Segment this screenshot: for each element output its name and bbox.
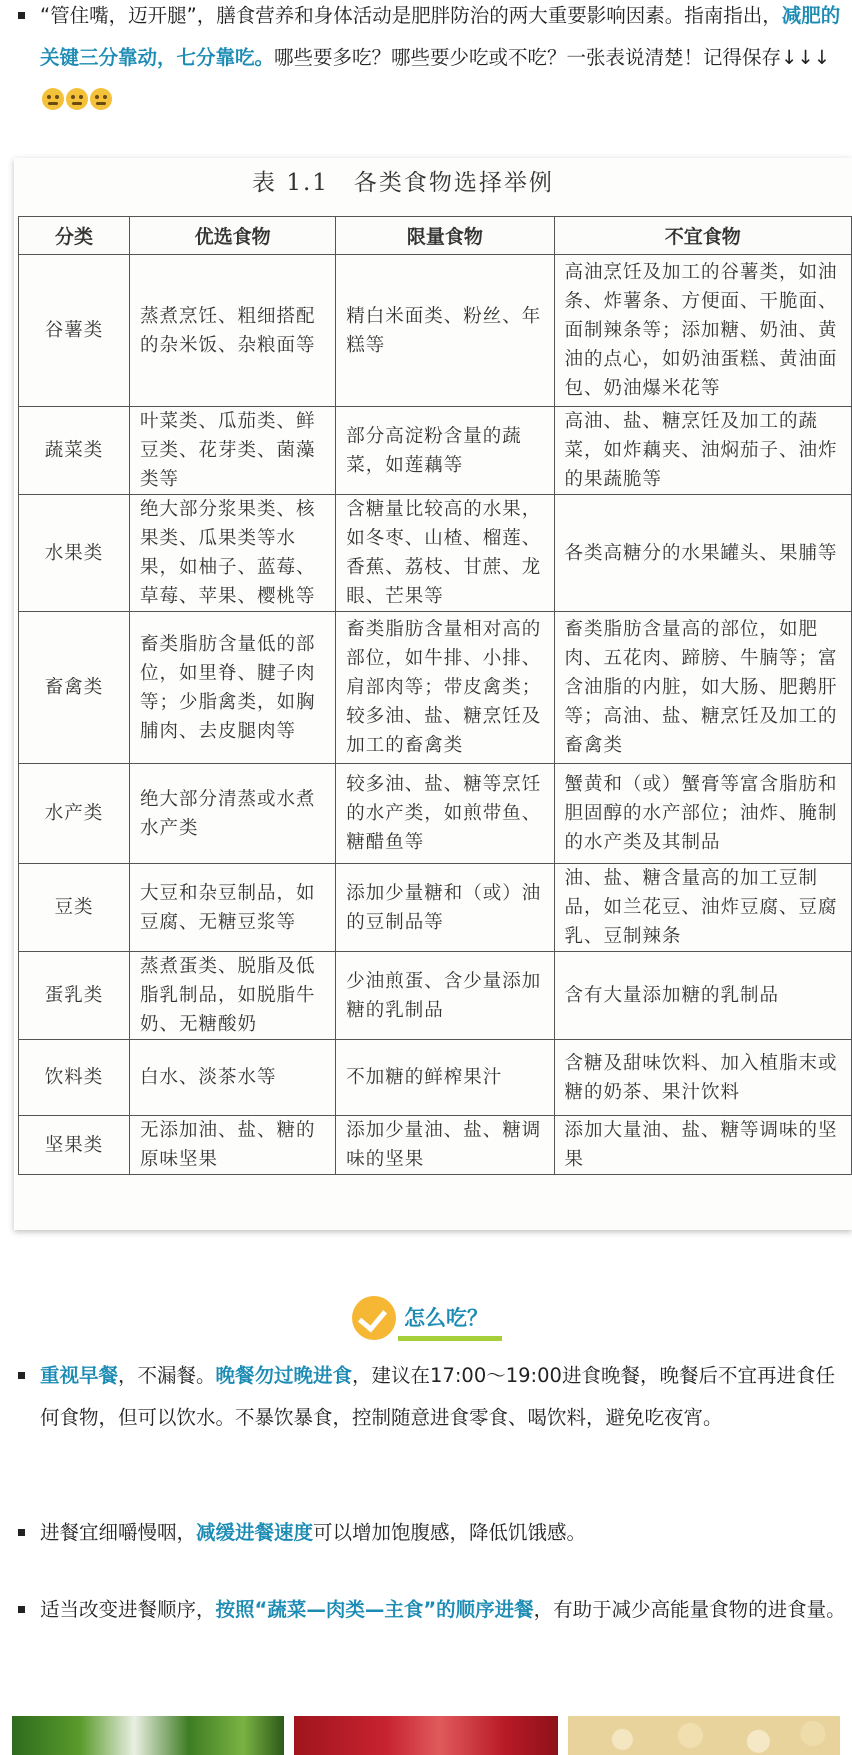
- tip-item: [0, 1589, 852, 1631]
- vegetables-photo: [12, 1716, 284, 1755]
- tip-highlight: 减缓进餐速度: [196, 1521, 314, 1544]
- food-selection-table-image: [14, 158, 852, 1230]
- bullet-marker: [18, 1372, 25, 1379]
- limited-cell: 较多油、盐、糖等烹饪的水产类，如煎带鱼、糖醋鱼等: [336, 764, 554, 864]
- table-row: [19, 952, 852, 1040]
- header-avoid: 不宜食物: [554, 217, 851, 255]
- avoid-cell: 蟹黄和（或）蟹膏等富含脂肪和胆固醇的水产部位；油炸、腌制的水产类及其制品: [554, 764, 851, 864]
- table-row: [19, 495, 852, 612]
- category-cell: 坚果类: [19, 1116, 130, 1175]
- header-preferred: 优选食物: [129, 217, 335, 255]
- avoid-cell: 畜类脂肪含量高的部位，如肥肉、五花肉、蹄膀、牛腩等；富含油脂的内脏，如大肠、肥鹅肝等；高油、盐、糖烹饪及加工的畜禽类: [554, 612, 851, 764]
- header-category: 分类: [19, 217, 130, 255]
- header-limited: 限量食物: [336, 217, 554, 255]
- category-cell: 豆类: [19, 864, 130, 952]
- limited-cell: 添加少量油、盐、糖调味的坚果: [336, 1116, 554, 1175]
- table-row: [19, 1040, 852, 1116]
- tip-text: 进餐宜细嚼慢咽，: [40, 1521, 197, 1544]
- preferred-cell: 蒸煮蛋类、脱脂及低脂乳制品，如脱脂牛奶、无糖酸奶: [129, 952, 335, 1040]
- limited-cell: 部分高淀粉含量的蔬菜，如莲藕等: [336, 407, 554, 495]
- bullet-marker: [18, 12, 25, 19]
- check-circle-icon: [352, 1296, 396, 1340]
- category-cell: 水产类: [19, 764, 130, 864]
- table-row: [19, 612, 852, 764]
- howto-title: 怎么吃？: [404, 1306, 488, 1330]
- avoid-cell: 油、盐、糖含量高的加工豆制品，如兰花豆、油炸豆腐、豆腐乳、豆制辣条: [554, 864, 851, 952]
- preferred-cell: 绝大部分浆果类、核果类、瓜果类等水果，如柚子、蓝莓、草莓、苹果、樱桃等: [129, 495, 335, 612]
- category-cell: 蛋乳类: [19, 952, 130, 1040]
- limited-cell: 含糖量比较高的水果，如冬枣、山楂、榴莲、香蕉、荔枝、甘蔗、龙眼、芒果等: [336, 495, 554, 612]
- tip-highlight: 重视早餐: [40, 1364, 119, 1387]
- preferred-cell: 白水、淡茶水等: [129, 1040, 335, 1116]
- intro-text: “管住嘴，迈开腿”，膳食营养和身体活动是肥胖防治的两大重要影响因素。指南指出，: [40, 4, 782, 27]
- intro-paragraph: [0, 0, 852, 121]
- table-row: [19, 864, 852, 952]
- category-cell: 蔬菜类: [19, 407, 130, 495]
- avoid-cell: 高油烹饪及加工的谷薯类，如油条、炸薯条、方便面、干脆面、面制辣条等；添加糖、奶油、黄油的点心，如奶油蛋糕、黄油面包、奶油爆米花等: [554, 255, 851, 407]
- limited-cell: 精白米面类、粉丝、年糕等: [336, 255, 554, 407]
- avoid-cell: 含糖及甜味饮料、加入植脂末或糖的奶茶、果汁饮料: [554, 1040, 851, 1116]
- preferred-cell: 无添加油、盐、糖的原味坚果: [129, 1116, 335, 1175]
- tip-highlight: 按照“蔬菜—肉类—主食”的顺序进餐: [215, 1598, 534, 1621]
- meat-photo: [294, 1716, 558, 1755]
- preferred-cell: 畜类脂肪含量低的部位，如里脊、腱子肉等；少脂禽类，如胸脯肉、去皮腿肉等: [129, 612, 335, 764]
- thinking-face-icon: [90, 88, 112, 110]
- soybeans-photo: [568, 1716, 840, 1755]
- avoid-cell: 高油、盐、糖烹饪及加工的蔬菜，如炸藕夹、油焖茄子、油炸的果蔬脆等: [554, 407, 851, 495]
- bullet-marker: [18, 1606, 25, 1613]
- table-row: [19, 1116, 852, 1175]
- table-caption: 表 1.1 各类食物选择举例: [252, 170, 554, 196]
- bullet-marker: [18, 1529, 25, 1536]
- category-cell: 饮料类: [19, 1040, 130, 1116]
- thinking-face-icon: [42, 88, 64, 110]
- food-selection-table: [18, 216, 852, 1175]
- preferred-cell: 蒸煮烹饪、粗细搭配的杂米饭、杂粮面等: [129, 255, 335, 407]
- tip-item: [0, 1355, 852, 1439]
- thinking-face-icon: [66, 88, 88, 110]
- avoid-cell: 含有大量添加糖的乳制品: [554, 952, 851, 1040]
- preferred-cell: 绝大部分清蒸或水煮水产类: [129, 764, 335, 864]
- limited-cell: 不加糖的鲜榨果汁: [336, 1040, 554, 1116]
- table-row: [19, 255, 852, 407]
- tip-text: ，有助于减少高能量食物的进食量。: [533, 1598, 846, 1621]
- avoid-cell: 各类高糖分的水果罐头、果脯等: [554, 495, 851, 612]
- tip-highlight: 晚餐勿过晚进食: [215, 1364, 353, 1387]
- intro-highlight: 减肥的关键三分靠动，七分靠吃。: [40, 4, 841, 69]
- category-cell: 畜禽类: [19, 612, 130, 764]
- tip-item: [0, 1512, 852, 1554]
- tip-text: 可以增加饱腹感，降低饥饿感。: [313, 1521, 587, 1544]
- limited-cell: 畜类脂肪含量相对高的部位，如牛排、小排、肩部肉等；带皮禽类；较多油、盐、糖烹饪及加工的畜禽类: [336, 612, 554, 764]
- category-cell: 水果类: [19, 495, 130, 612]
- table-row: [19, 764, 852, 864]
- tip-text: 适当改变进餐顺序，: [40, 1598, 216, 1621]
- intro-text-tail: 哪些要多吃？哪些要少吃或不吃？一张表说清楚！记得保存↓↓↓: [274, 46, 831, 69]
- category-cell: 谷薯类: [19, 255, 130, 407]
- tip-text: ，不漏餐。: [118, 1364, 216, 1387]
- avoid-cell: 添加大量油、盐、糖等调味的坚果: [554, 1116, 851, 1175]
- preferred-cell: 叶菜类、瓜茄类、鲜豆类、花芽类、菌藻类等: [129, 407, 335, 495]
- limited-cell: 少油煎蛋、含少量添加糖的乳制品: [336, 952, 554, 1040]
- table-header-row: [19, 217, 852, 255]
- limited-cell: 添加少量糖和（或）油的豆制品等: [336, 864, 554, 952]
- preferred-cell: 大豆和杂豆制品，如豆腐、无糖豆浆等: [129, 864, 335, 952]
- table-row: [19, 407, 852, 495]
- howto-underline: [398, 1336, 502, 1341]
- tip-text: ，建议在17:00～19:00进食晚餐，晚餐后不宜再进食任何食物，但可以饮水。不暴饮暴食，控制随意进食零食、喝饮料，避免吃夜宵。: [40, 1364, 835, 1429]
